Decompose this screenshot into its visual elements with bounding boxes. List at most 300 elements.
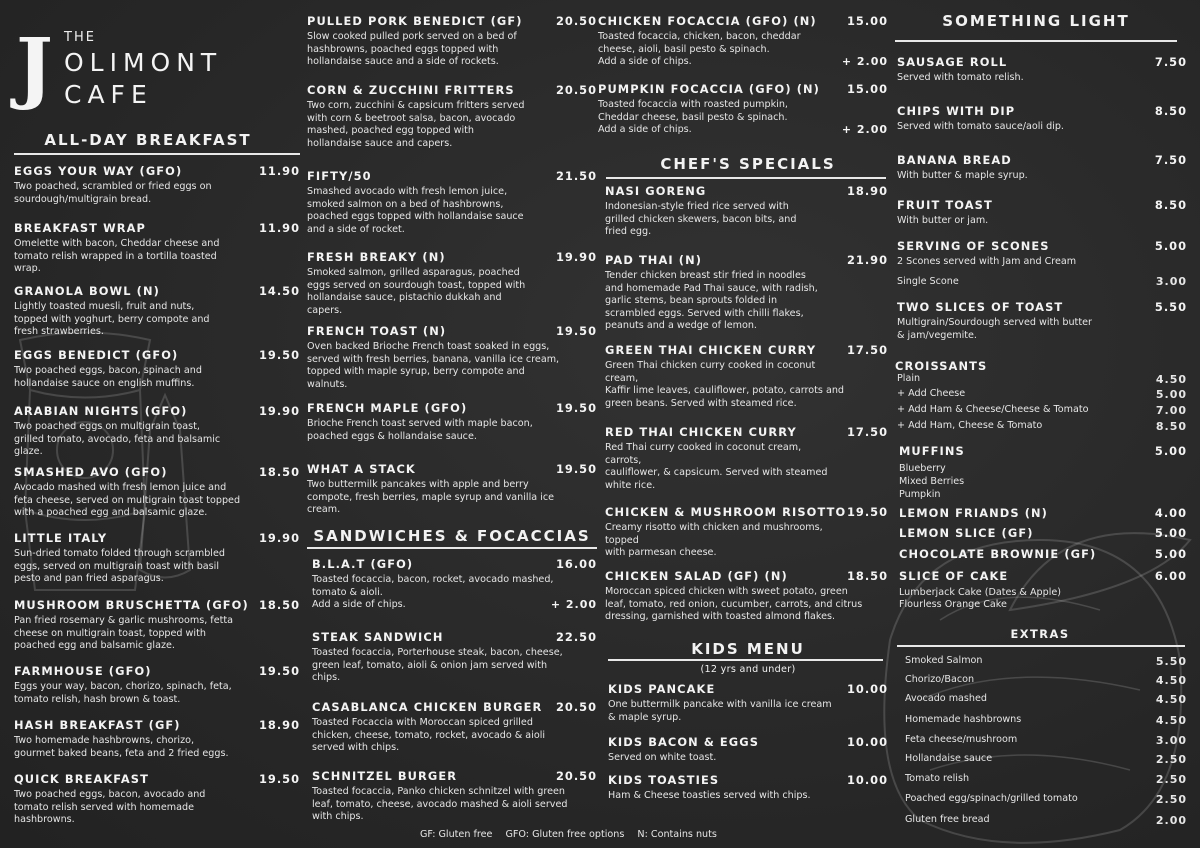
menu-item-price: 10.00 (846, 773, 888, 787)
extra-item (905, 814, 1187, 827)
menu-item-price: 5.00 (1154, 547, 1187, 561)
sandwiches-heading: SANDWICHES & FOCACCIAS (313, 527, 591, 545)
menu-item-description (897, 72, 1187, 85)
description-line: Two poached eggs, bacon, spinach and (14, 365, 202, 376)
description-line: hollandaise sauce and capers. (307, 137, 453, 149)
menu-item-description (307, 267, 597, 317)
extra-price: 4.50 (1155, 714, 1187, 727)
addon-label: Add a side of chips. (598, 56, 692, 68)
option-price: 4.50 (1155, 373, 1187, 386)
menu-item-addon (312, 599, 597, 612)
menu-item (899, 506, 1187, 520)
description-line: tomato relish, hash brown & toast. (14, 693, 181, 705)
description-line: & jam/vegemite. (897, 329, 977, 341)
menu-item-price: 16.00 (555, 557, 597, 571)
menu-item-price: 5.50 (1154, 300, 1187, 314)
menu-item-name: NASI GORENG (605, 184, 707, 198)
extra-label: Feta cheese/mushroom (905, 734, 1018, 745)
menu-item (598, 82, 888, 137)
menu-item (605, 569, 888, 624)
menu-item-header (897, 55, 1187, 69)
menu-item-description (598, 99, 888, 124)
menu-item-price: 19.90 (258, 404, 300, 418)
menu-item-name: CHICKEN FOCACCIA (GFO) (N) (598, 14, 817, 28)
menu-item (899, 569, 1187, 583)
description-line: Oven backed Brioche French toast soaked in eggs, (307, 341, 550, 352)
extra-price: 5.50 (1155, 655, 1187, 668)
menu-item-description (605, 586, 888, 624)
description-line: Eggs your way, bacon, chorizo, spinach, feta, (14, 681, 232, 692)
menu-item (899, 526, 1187, 540)
description-line: hollandaise sauce on english muffins. (14, 377, 195, 389)
description-line: eggs served on sourdough toast, topped with (307, 279, 526, 291)
menu-item-name: PAD THAI (N) (605, 253, 703, 267)
menu-item (307, 83, 597, 150)
description-line: Cheddar cheese, basil pesto & spinach. (598, 111, 788, 123)
menu-item-price: 21.90 (846, 253, 888, 267)
menu-item-description (307, 479, 597, 517)
menu-item (307, 324, 597, 391)
menu-item-description (14, 482, 300, 520)
description-line: peanuts and a wedge of lemon. (605, 320, 757, 332)
menu-item-addon (598, 56, 888, 69)
menu-item-price: 17.50 (846, 425, 888, 439)
croissant-option (897, 373, 1187, 386)
menu-item-description (307, 186, 597, 236)
menu-item-price: 10.00 (846, 682, 888, 696)
menu-item-description (14, 789, 300, 827)
description-line: sourdough/multigrain bread. (14, 193, 152, 205)
description-line: poached egg and balsamic glaze. (14, 640, 175, 652)
menu-item (605, 505, 888, 560)
menu-item-header (605, 343, 888, 357)
menu-item-price: 19.50 (555, 462, 597, 476)
addon-label: Add a side of chips. (312, 599, 406, 611)
description-line: Kaffir lime leaves, cauliflower, potato, carrots and (605, 385, 845, 397)
menu-item-name: RED THAI CHICKEN CURRY (605, 425, 797, 439)
menu-item (608, 735, 888, 765)
description-line: Toasted focaccia, Porterhouse steak, bacon, cheese, (312, 647, 563, 658)
menu-item-description (312, 574, 597, 599)
menu-item (605, 343, 888, 410)
kids-rule (608, 659, 883, 661)
menu-item-name: GREEN THAI CHICKEN CURRY (605, 343, 817, 357)
extra-price: 4.50 (1155, 693, 1187, 706)
menu-item (307, 462, 597, 517)
menu-item-header (605, 569, 888, 583)
menu-item-description (14, 681, 300, 706)
description-line: tomato relish wrapped in a tortilla toasted (14, 250, 217, 262)
menu-item-header (307, 462, 597, 476)
menu-item-header (897, 198, 1187, 212)
menu-item-name: CHICKEN SALAD (GF) (N) (605, 569, 788, 583)
croissant-option (897, 404, 1187, 417)
croissant-option (897, 388, 1187, 401)
menu-item-header (14, 718, 300, 732)
description-line: Sun-dried tomato folded through scrambled (14, 548, 225, 559)
breakfast-heading: ALL-DAY BREAKFAST (44, 131, 252, 149)
menu-item-header (608, 773, 888, 787)
description-line: hollandaise sauce and a side of rockets. (307, 56, 499, 68)
description-line: with corn & beetroot salsa, bacon, avocado (307, 112, 516, 124)
menu-item-description (14, 615, 300, 653)
description-line: Two poached, scrambled or fried eggs on (14, 181, 212, 192)
extra-label: Tomato relish (905, 773, 970, 784)
description-line: Avocado mashed with fresh lemon juice and (14, 482, 227, 493)
legend-gf: GF: Gluten free (420, 829, 493, 840)
menu-item-description (897, 215, 1187, 228)
menu-item-header (14, 531, 300, 545)
option-label: + Add Ham, Cheese & Tomato (897, 420, 1043, 431)
description-line: Toasted focaccia, bacon, rocket, avocado mashed, (312, 574, 554, 585)
menu-item-header (307, 83, 597, 97)
menu-item (14, 465, 300, 520)
description-line: Omelette with bacon, Cheddar cheese and (14, 238, 220, 249)
extra-item (905, 793, 1187, 806)
muffin-flavour: Mixed Berries (899, 476, 965, 487)
menu-item-header (598, 14, 888, 28)
extra-label: Avocado mashed (905, 693, 988, 704)
menu-item-price: 18.50 (258, 598, 300, 612)
description-line: Two homemade hashbrowns, chorizo, (14, 735, 195, 746)
description-line: and homemade Pad Thai sauce, with radish, (605, 282, 818, 294)
menu-item-price: 20.50 (555, 83, 597, 97)
menu-item-description (897, 170, 1187, 183)
menu-item-price: 18.50 (846, 569, 888, 583)
description-line: Multigrain/Sourdough served with butter (897, 317, 1092, 328)
menu-item-price: 19.50 (555, 324, 597, 338)
menu-item-name: SLICE OF CAKE (899, 569, 1009, 583)
menu-item-name: FARMHOUSE (GFO) (14, 664, 152, 678)
menu-item-description (605, 201, 888, 239)
extra-item (905, 753, 1187, 766)
menu-item-description (307, 341, 597, 391)
description-line: with parmesan cheese. (605, 547, 717, 559)
logo-the: THE (64, 30, 96, 45)
menu-item-name: PULLED PORK BENEDICT (GF) (307, 14, 523, 28)
menu-item-name: LEMON SLICE (GF) (899, 526, 1034, 540)
croissant-option (897, 420, 1187, 433)
description-line: pesto and pan fried asparagus. (14, 573, 164, 585)
menu-item-name: LEMON FRIANDS (N) (899, 506, 1048, 520)
menu-item-description (14, 365, 300, 390)
menu-item-price: 19.50 (258, 348, 300, 362)
menu-item-price: 14.50 (258, 284, 300, 298)
menu-item-name: WHAT A STACK (307, 462, 416, 476)
extra-item (905, 674, 1187, 687)
description-line: With butter & maple syrup. (897, 170, 1028, 181)
croissants-name: CROISSANTS (895, 359, 988, 373)
menu-item-price: 15.00 (846, 14, 888, 28)
menu-item-name: FRESH BREAKY (N) (307, 250, 446, 264)
menu-item-price: 11.90 (258, 221, 300, 235)
menu-item-name: CHOCOLATE BROWNIE (GF) (899, 547, 1097, 561)
menu-item (605, 425, 888, 492)
menu-item-name: SERVING OF SCONES (897, 239, 1050, 253)
menu-item-price: 19.90 (258, 531, 300, 545)
option-price: 8.50 (1155, 420, 1187, 433)
menu-item-price: 18.50 (258, 465, 300, 479)
light-heading: SOMETHING LIGHT (942, 12, 1130, 30)
menu-item-header (605, 425, 888, 439)
cake-flavour: Flourless Orange Cake (899, 599, 1007, 610)
croissants-item (895, 359, 1187, 373)
menu-item (14, 598, 300, 653)
menu-item-name: STEAK SANDWICH (312, 630, 444, 644)
menu-item-name: PUMPKIN FOCACCIA (GFO) (N) (598, 82, 820, 96)
description-line: feta cheese, served on multigrain toast topped (14, 494, 241, 506)
variant-price: 3.00 (1155, 274, 1187, 288)
muffins-item (899, 444, 1187, 501)
menu-item-header (312, 769, 597, 783)
description-line: Served on white toast. (608, 752, 717, 763)
extra-label: Smoked Salmon (905, 655, 983, 666)
menu-item-name: KIDS BACON & EGGS (608, 735, 760, 749)
specials-heading: CHEF'S SPECIALS (660, 155, 836, 173)
menu-item (608, 682, 888, 724)
menu-item-price: 19.50 (258, 772, 300, 786)
menu-item-header (312, 557, 597, 571)
menu-item (605, 184, 888, 239)
extra-item (905, 655, 1187, 668)
menu-item-header (899, 547, 1187, 561)
description-line: leaf, tomato, red onion, cucumber, carrots, and citrus (605, 598, 863, 610)
option-label: Plain (897, 373, 921, 384)
description-line: tomato & aioli. (312, 586, 383, 598)
addon-label: Add a side of chips. (598, 124, 692, 136)
description-line: Red Thai curry cooked in coconut cream, (605, 442, 802, 453)
menu-item-price: 19.50 (555, 401, 597, 415)
menu-item (899, 547, 1187, 561)
menu-item-header (605, 505, 888, 519)
light-rule (895, 40, 1177, 42)
menu-item-name: CASABLANCA CHICKEN BURGER (312, 700, 543, 714)
menu-item-header (14, 664, 300, 678)
menu-item-header (608, 735, 888, 749)
menu-item-header (14, 284, 300, 298)
description-line: Served with tomato sauce/aoli dip. (897, 121, 1064, 132)
description-line: glaze. (14, 446, 43, 458)
description-line: Toasted focaccia with roasted pumpkin, (598, 99, 788, 110)
menu-item-description (897, 317, 1187, 342)
menu-item (312, 700, 597, 755)
menu-item-header (307, 250, 597, 264)
extras-rule (897, 645, 1185, 647)
menu-item-name: TWO SLICES OF TOAST (897, 300, 1064, 314)
menu-item-name: CORN & ZUCCHINI FRITTERS (307, 83, 515, 97)
description-line: Served with tomato relish. (897, 72, 1024, 83)
description-line: gourmet baked beans, feta and 2 fried eggs. (14, 747, 229, 759)
menu-item-header (899, 569, 1187, 583)
extra-item (905, 734, 1187, 747)
description-line: cheese, aioli, basil pesto & spinach. (598, 43, 770, 55)
breakfast-rule (14, 153, 300, 155)
menu-item-name: QUICK BREAKFAST (14, 772, 149, 786)
menu-item (14, 404, 300, 459)
logo-cafe: CAFE (64, 80, 153, 109)
description-line: leaf, tomato, cheese, avocado mashed & aioli served (312, 798, 568, 810)
description-line: mashed, poached egg topped with (307, 125, 474, 137)
legend-gfo: GFO: Gluten free options (505, 829, 625, 840)
menu-item-price: 19.50 (846, 505, 888, 519)
menu-item-price: 7.50 (1154, 153, 1187, 167)
description-line: Toasted focaccia, Panko chicken schnitzel with green (312, 786, 565, 797)
menu-item-name: B.L.A.T (GFO) (312, 557, 414, 571)
muffin-flavour: Pumpkin (899, 489, 941, 500)
muffin-flavour: Blueberry (899, 463, 946, 474)
menu-item (312, 630, 597, 685)
description-line: hashbrowns. (14, 814, 75, 826)
menu-item-name: FRENCH TOAST (N) (307, 324, 447, 338)
addon-price: + 2.00 (550, 598, 597, 612)
menu-item-price: 20.50 (555, 769, 597, 783)
description-line: smoked salmon on a bed of hashbrowns, (307, 198, 504, 210)
description-line: Brioche French toast served with maple bacon, (307, 418, 533, 429)
extra-price: 2.50 (1155, 753, 1187, 766)
menu-item-price: 7.50 (1154, 55, 1187, 69)
description-line: wrap. (14, 263, 41, 275)
description-line: with chips. (312, 811, 364, 823)
extra-label: Gluten free bread (905, 814, 990, 825)
menu-item-header (14, 772, 300, 786)
menu-item-header (307, 401, 597, 415)
option-label: + Add Ham & Cheese/Cheese & Tomato (897, 404, 1089, 415)
description-line: Smashed avocado with fresh lemon juice, (307, 186, 508, 197)
menu-item (14, 531, 300, 586)
menu-item-description (605, 270, 888, 333)
extra-item (905, 693, 1187, 706)
description-line: scrambled eggs. Served with chilli flakes, (605, 307, 804, 319)
menu-item-name: LITTLE ITALY (14, 531, 108, 545)
menu-item (605, 253, 888, 333)
menu-item-header (307, 14, 597, 28)
description-line: hollandaise sauce, pistachio dukkah and (307, 292, 502, 304)
menu-item (897, 153, 1187, 183)
cafe-logo (16, 22, 246, 118)
description-line: Two poached eggs, bacon, avocado and (14, 789, 206, 800)
menu-item-price: 10.00 (846, 735, 888, 749)
description-line: served with fresh berries, banana, vanilla ice cream, (307, 353, 560, 365)
menu-item-name: SAUSAGE ROLL (897, 55, 1008, 69)
description-line: with a poached egg and balsamic glaze. (14, 507, 208, 519)
description-line: Two corn, zucchini & capsicum fritters served (307, 100, 525, 111)
menu-item-price: 8.50 (1154, 198, 1187, 212)
description-line: hashbrowns, poached eggs topped with (307, 43, 499, 55)
description-line: tomato relish served with homemade (14, 801, 195, 813)
description-line: dressing, garnished with toasted almond flakes. (605, 611, 836, 623)
cake-flavour: Lumberjack Cake (Dates & Apple) (899, 587, 1062, 598)
description-line: cream. (307, 504, 341, 516)
menu-item-price: 5.00 (1154, 239, 1187, 253)
menu-item (897, 55, 1187, 85)
menu-item-name: GRANOLA BOWL (N) (14, 284, 160, 298)
menu-item-description (897, 256, 1187, 269)
description-line: topped with yoghurt, berry compote and (14, 313, 210, 325)
menu-item (14, 772, 300, 827)
description-line: chicken, cheese, tomato, rocket, avocado & aioli (312, 729, 546, 741)
description-line: green beans. Served with steamed rice. (605, 397, 797, 409)
menu-item-name: SCHNITZEL BURGER (312, 769, 458, 783)
menu-item-description (307, 100, 597, 150)
menu-item-name: EGGS BENEDICT (GFO) (14, 348, 179, 362)
extra-label: Chorizo/Bacon (905, 674, 975, 685)
menu-item-header (897, 153, 1187, 167)
menu-item-description (14, 548, 300, 586)
menu-item-price: 22.50 (555, 630, 597, 644)
menu-item-description (307, 418, 597, 443)
description-line: Creamy risotto with chicken and mushrooms, (605, 522, 823, 533)
description-line: Moroccan spiced chicken with sweet potato, green (605, 586, 848, 597)
description-line: walnuts. (307, 378, 348, 390)
menu-item (897, 104, 1187, 134)
description-line: fried egg. (605, 226, 652, 238)
description-line: Ham & Cheese toasties served with chips. (608, 790, 811, 801)
menu-item-name: FIFTY/50 (307, 169, 372, 183)
menu-item-header (312, 700, 597, 714)
extra-price: 2.50 (1155, 793, 1187, 806)
description-line: Tender chicken breast stir fried in noodles (605, 270, 806, 281)
description-line: garlic stems, bean sprouts folded in (605, 295, 778, 307)
menu-item (307, 250, 597, 317)
menu-item (14, 221, 300, 276)
extra-label: Homemade hashbrowns (905, 714, 1022, 725)
description-line: Toasted Focaccia with Moroccan spiced grilled (312, 717, 533, 728)
description-line: Pan fried rosemary & garlic mushrooms, fetta (14, 615, 233, 626)
menu-item-variant (897, 274, 1187, 290)
extras-heading: EXTRAS (1010, 627, 1070, 641)
description-line: 2 Scones served with Jam and Cream (897, 256, 1077, 267)
menu-item (14, 664, 300, 706)
logo-initial: J (16, 22, 53, 113)
logo-name: OLIMONT (64, 48, 223, 77)
extra-label: Hollandaise sauce (905, 753, 993, 764)
menu-item-description (608, 790, 888, 803)
menu-item-name: SMASHED AVO (GFO) (14, 465, 168, 479)
menu-item-price: 21.50 (555, 169, 597, 183)
menu-item-header (899, 526, 1187, 540)
menu-item-description (598, 31, 888, 56)
description-line: and a side of rocket. (307, 223, 405, 235)
menu-item-header (598, 82, 888, 96)
option-price: 5.00 (1155, 388, 1187, 401)
menu-item-price: 8.50 (1154, 104, 1187, 118)
menu-item-name: KIDS PANCAKE (608, 682, 716, 696)
description-line: & maple syrup. (608, 711, 682, 723)
menu-item-price: 20.50 (555, 700, 597, 714)
description-line: served with chips. (312, 742, 400, 754)
menu-item-header (14, 598, 300, 612)
menu-item-header (14, 221, 300, 235)
menu-item-name: CHIPS WITH DIP (897, 104, 1016, 118)
menu-item-description (608, 699, 888, 724)
menu-item (897, 239, 1187, 290)
menu-item-header (897, 300, 1187, 314)
muffins-price: 5.00 (1154, 444, 1187, 458)
description-line: topped with maple syrup, berry compote and (307, 366, 525, 378)
addon-price: + 2.00 (841, 123, 888, 137)
menu-item-header (897, 239, 1187, 253)
menu-item-price: 5.00 (1154, 526, 1187, 540)
menu-item-price: 6.00 (1154, 569, 1187, 583)
menu-item-price: 19.90 (555, 250, 597, 264)
muffin-flavours (899, 462, 1187, 501)
description-line: grilled tomato, avocado, feta and balsamic (14, 433, 221, 445)
menu-item-price: 17.50 (846, 343, 888, 357)
kids-heading: KIDS MENU (691, 640, 805, 658)
menu-item-header (312, 630, 597, 644)
description-line: eggs, served on multigrain toast with basil (14, 560, 219, 572)
menu-item (312, 557, 597, 612)
